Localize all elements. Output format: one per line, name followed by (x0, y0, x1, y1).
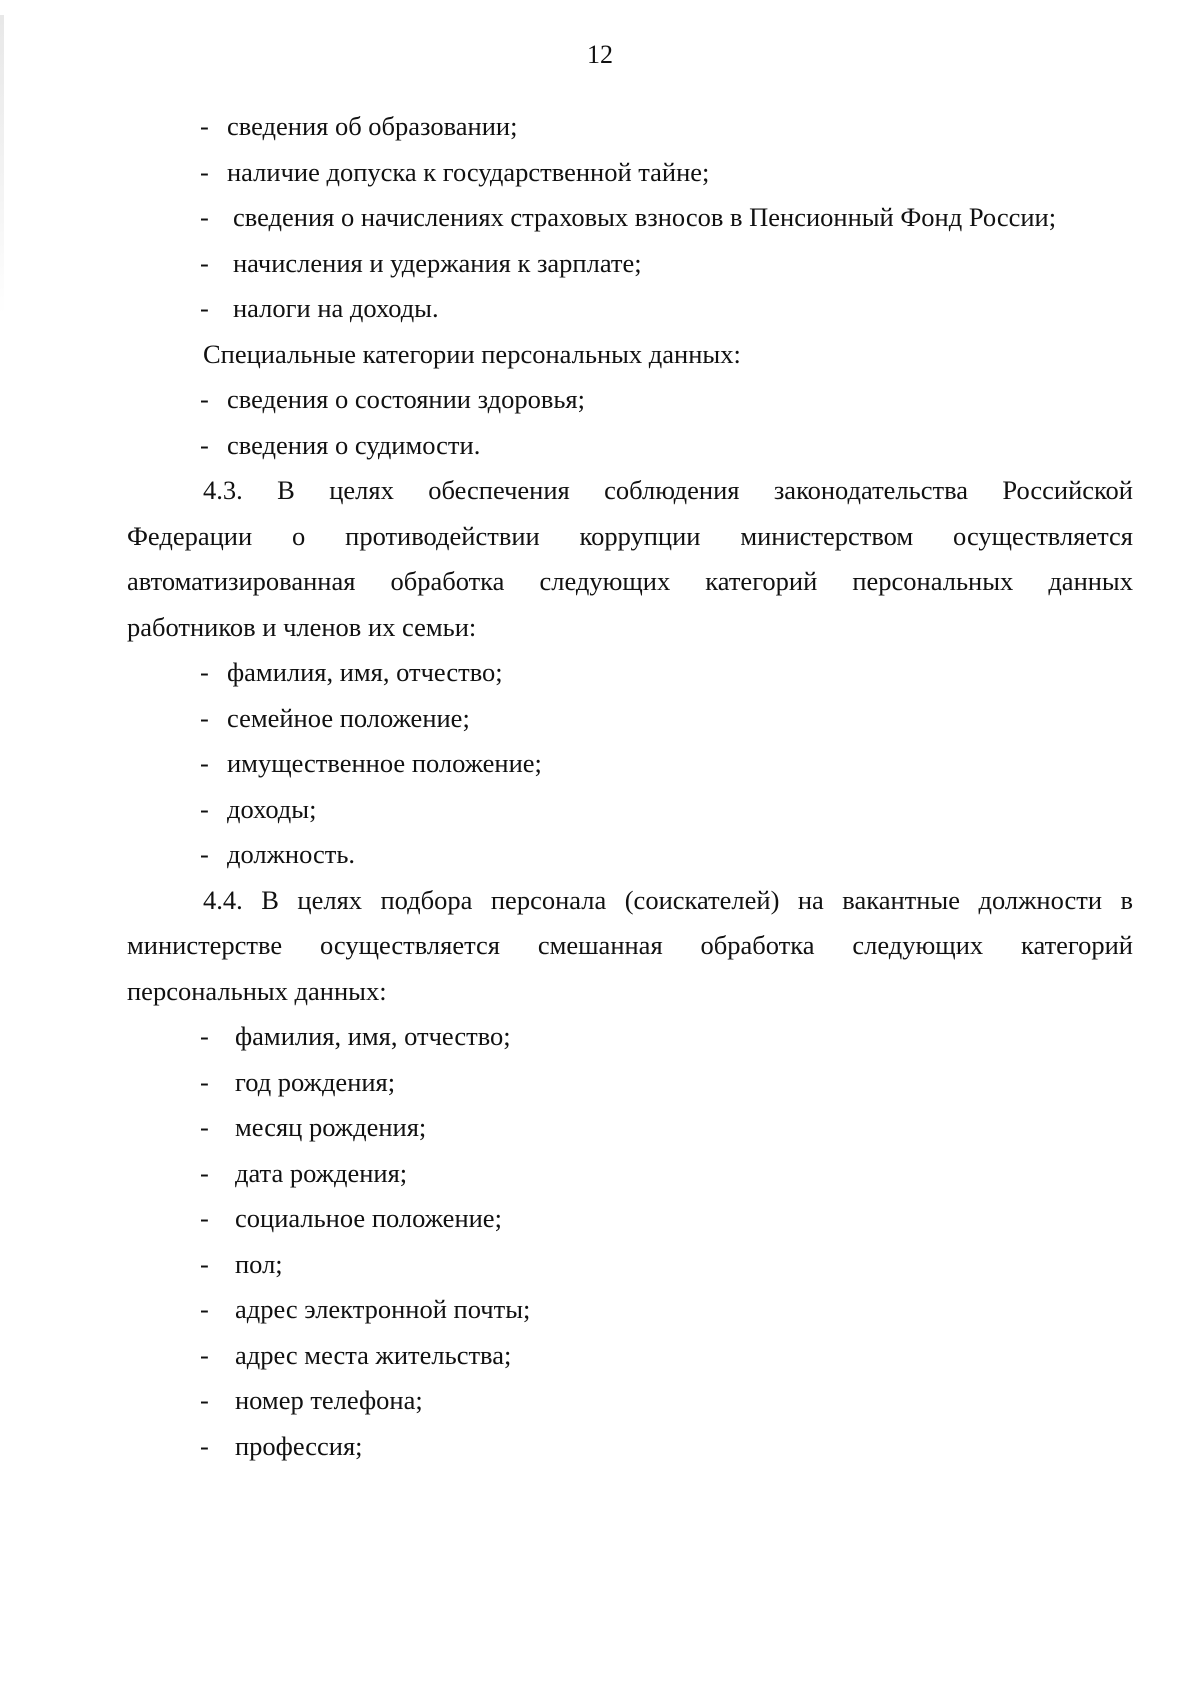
dash-marker: - (200, 657, 209, 687)
dash-marker: - (200, 156, 209, 187)
paragraph-line: персональных данных: (127, 975, 387, 1006)
list-item (127, 1378, 1133, 1424)
dash-marker: - (200, 839, 209, 869)
paragraph-line: Федерации о противодействии коррупции министерством осуществляется (127, 520, 1133, 551)
page-number: 12 (587, 40, 613, 69)
list-item-text: начисления и удержания к зарплате; (233, 247, 642, 278)
list-item-text: адрес электронной почты; (235, 1294, 531, 1324)
list-item-text: социальное положение; (235, 1203, 502, 1233)
list-item-text: сведения об образовании; (227, 111, 518, 141)
list-item-text: имущественное положение; (227, 748, 542, 778)
dash-marker: - (200, 1339, 209, 1370)
dash-marker: - (200, 247, 209, 278)
list-item (127, 1424, 1133, 1470)
list-item (127, 1014, 1133, 1060)
paragraph-line: автоматизированная обработка следующих категорий персональных данных (127, 566, 1133, 596)
list-item-text: профессия; (235, 1430, 363, 1461)
list-item (127, 832, 1133, 878)
dash-marker: - (200, 293, 209, 323)
list-item-text: должность. (227, 839, 356, 869)
list-item-text: адрес места жительства; (235, 1339, 512, 1370)
list-item-text: месяц рождения; (235, 1112, 427, 1142)
list-item-text: дата рождения; (235, 1157, 408, 1188)
list-item-text: фамилия, имя, отчество; (235, 1021, 511, 1051)
list-item (127, 1196, 1133, 1242)
list-item-text: сведения о судимости. (227, 429, 481, 460)
dash-marker: - (200, 1112, 209, 1142)
dash-marker: - (200, 1248, 209, 1279)
list-item (127, 1242, 1133, 1288)
dash-marker: - (200, 384, 209, 414)
document-body (127, 104, 1133, 1469)
list-item (127, 650, 1133, 696)
list-item (127, 377, 1133, 423)
paragraph-line: 4.3. В целях обеспечения соблюдения законодательства Российской (203, 475, 1133, 505)
dash-marker: - (200, 202, 209, 232)
section-heading: Специальные категории персональных данных: (203, 338, 741, 369)
list-item-text: налоги на доходы. (233, 293, 439, 323)
dash-marker: - (200, 793, 209, 824)
list-item-text: сведения о начислениях страховых взносов в Пенсионный Фонд России; (233, 202, 1057, 232)
dash-marker: - (200, 111, 209, 141)
list-item (127, 741, 1133, 787)
list-item (127, 150, 1133, 196)
list-item-text: фамилия, имя, отчество; (227, 657, 503, 687)
list-item (127, 241, 1133, 287)
list-item-text: наличие допуска к государственной тайне; (227, 156, 710, 187)
paragraph-line: 4.4. В целях подбора персонала (соискателей) на вакантные должности в (203, 884, 1133, 915)
list-item-text: год рождения; (235, 1066, 396, 1097)
list-item (127, 1333, 1133, 1379)
dash-marker: - (200, 1203, 209, 1233)
dash-marker: - (200, 1021, 209, 1051)
list-item-text: сведения о состоянии здоровья; (227, 384, 585, 414)
list-item (127, 1060, 1133, 1106)
dash-marker: - (200, 1385, 209, 1415)
dash-marker: - (200, 702, 209, 733)
list-item-text: пол; (235, 1248, 283, 1279)
list-item (127, 286, 1133, 332)
list-item (127, 1151, 1133, 1197)
list-item-text: доходы; (227, 793, 317, 824)
dash-marker: - (200, 1430, 209, 1461)
list-item (127, 1105, 1133, 1151)
list-item (127, 104, 1133, 150)
list-item-text: номер телефона; (235, 1385, 423, 1415)
list-item (127, 787, 1133, 833)
list-item (127, 1287, 1133, 1333)
list-item (127, 195, 1133, 241)
list-item (127, 696, 1133, 742)
list-item-text: семейное положение; (227, 702, 470, 733)
paragraph-line: работников и членов их семьи: (127, 611, 477, 642)
dash-marker: - (200, 429, 209, 460)
dash-marker: - (200, 1066, 209, 1097)
dash-marker: - (200, 1157, 209, 1188)
dash-marker: - (200, 1294, 209, 1324)
list-item (127, 423, 1133, 469)
dash-marker: - (200, 748, 209, 778)
paragraph-line: министерстве осуществляется смешанная обработка следующих категорий (127, 930, 1133, 960)
